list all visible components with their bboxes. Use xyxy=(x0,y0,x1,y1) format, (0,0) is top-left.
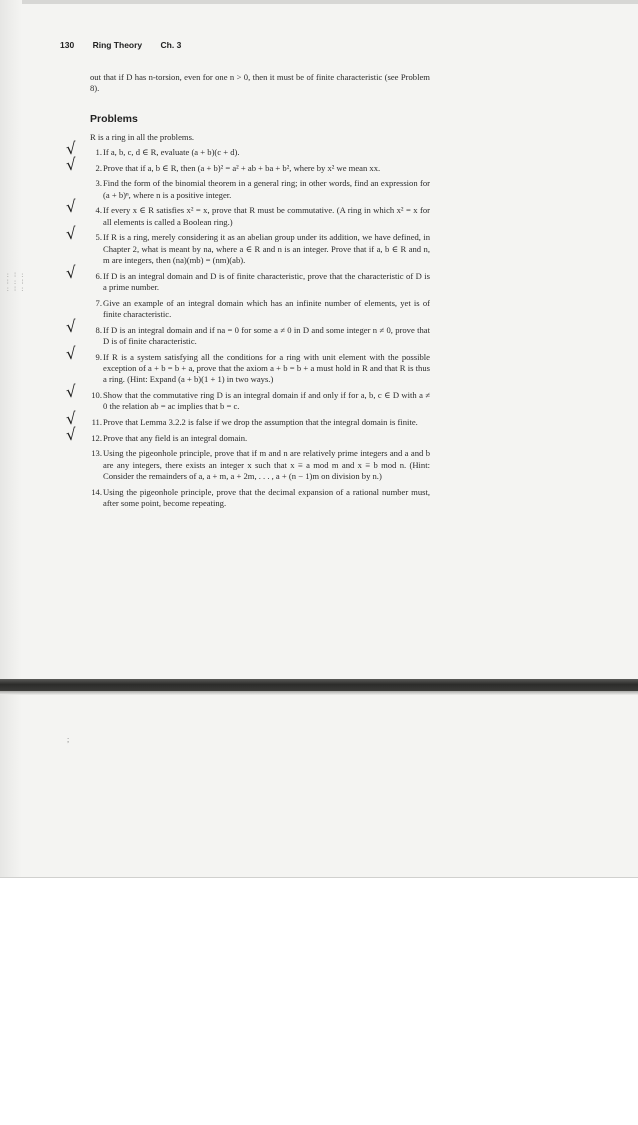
problem-text: If R is a ring, merely considering it as an abelian group under its addition, we have defined, in Chapter 2, what is meant by na, where a ∈ R and n is an integer. Prove that if a, b ∈ R and n, m are integers, then (na)(mb) = (nm)(ab). xyxy=(103,232,430,265)
problem-item xyxy=(90,178,430,200)
problem-number: 8. xyxy=(95,324,102,335)
problem-item xyxy=(65,316,430,347)
problem-list xyxy=(65,138,430,509)
problem-number: 6. xyxy=(95,270,102,281)
problem-item xyxy=(65,138,430,159)
problem-number: 4. xyxy=(95,205,102,216)
scanner-dark-band xyxy=(0,679,638,691)
problem-number: 3. xyxy=(95,178,102,189)
problem-text: Show that the commutative ring D is an integral domain if and only if for a, b, c ∈ D with a ≠ 0 the relation ab = ac implies that b = c. xyxy=(103,389,430,412)
problem-number: 1. xyxy=(95,146,102,157)
problem-text: Prove that any field is an integral domain. xyxy=(103,432,248,443)
problem-number: 14. xyxy=(91,486,102,497)
binding-edge xyxy=(0,0,22,877)
problem-item xyxy=(65,154,430,175)
problem-item xyxy=(65,223,430,266)
handwritten-check-icon: √ xyxy=(65,196,78,217)
problem-item xyxy=(65,262,430,293)
running-header xyxy=(60,40,197,54)
problem-number: 12. xyxy=(91,432,102,443)
handwritten-check-icon: √ xyxy=(65,316,78,337)
handwritten-check-icon: √ xyxy=(65,223,78,244)
handwritten-check-icon: √ xyxy=(65,343,78,364)
handwritten-check-icon: √ xyxy=(65,154,78,175)
problem-text: Using the pigeonhole principle, prove that if m and n are relatively prime integers and a and b are any integers, there exists an integer x such that x ≡ a mod m and x ≡ b mod n. (Hint: Consider the remainders of a, a + m, a + 2m, . . . , a + (n − 1)m on division by n.) xyxy=(103,448,430,481)
problem-text: Give an example of an integral domain which has an infinite number of elements, yet is of finite characteristic. xyxy=(103,297,430,319)
problem-item xyxy=(65,343,430,386)
problem-text: Prove that if a, b ∈ R, then (a + b)² = a² + ab + ba + b², where by x² we mean xx. xyxy=(103,162,381,173)
margin-marks: : ⁞ : ⁞ : ⁞ : ⁞ : xyxy=(6,272,25,293)
problem-number: 7. xyxy=(95,297,102,308)
handwritten-check-icon: √ xyxy=(65,262,78,283)
problem-text: Using the pigeonhole principle, prove that the decimal expansion of a rational number must, after some point, become repeating. xyxy=(103,486,430,508)
problem-number: 5. xyxy=(95,232,102,243)
scan-top-edge xyxy=(0,0,638,4)
problem-text: If a, b, c, d ∈ R, evaluate (a + b)(c + d). xyxy=(103,146,240,157)
handwritten-check-icon: √ xyxy=(65,381,78,402)
problem-item xyxy=(65,424,430,445)
problem-item xyxy=(90,448,430,482)
chapter-label: Ch. 3 xyxy=(160,40,182,50)
book-title: Ring Theory xyxy=(92,40,143,50)
problem-number: 9. xyxy=(95,351,102,362)
problem-item xyxy=(65,408,430,429)
problem-text: If R is a system satisfying all the conditions for a ring with unit element with the possible exception of a + b = b + a, prove that the axiom a + b = b + a must hold in R and that R is thus a ring. (Hint: Expand (a + b)(1 + 1) in two ways.) xyxy=(103,351,430,385)
handwritten-check-icon: √ xyxy=(65,424,78,445)
problem-text: Prove that Lemma 3.2.2 is false if we drop the assumption that the integral domain is finite. xyxy=(103,416,418,427)
handwritten-check-icon: √ xyxy=(65,138,78,159)
problems-heading: Problems xyxy=(90,113,138,126)
page-number: 130 xyxy=(60,40,75,50)
problem-number: 2. xyxy=(95,162,102,173)
problem-item xyxy=(65,381,430,412)
intro-paragraph: out that if D has n-torsion, even for one n > 0, then it must be of finite characteristic (see Problem 8). xyxy=(90,72,430,94)
problem-item xyxy=(65,196,430,227)
scanner-band-shadow xyxy=(0,691,638,695)
problem-text: Find the form of the binomial theorem in a general ring; in other words, find an expression for (a + b)ⁿ, where n is a positive integer. xyxy=(103,178,430,200)
problem-text: If every x ∈ R satisfies x² = x, prove that R must be commutative. (A ring in which x² = x for all elements is called a Boolean ring.) xyxy=(103,205,430,227)
page-body xyxy=(65,72,430,514)
problem-number: 11. xyxy=(91,416,102,427)
problem-item xyxy=(90,487,430,509)
problems-intro: R is a ring in all the problems. xyxy=(90,131,195,142)
problem-text: If D is an integral domain and if na = 0 for some a ≠ 0 in D and some integer n ≠ 0, prove that D is of finite characteristic. xyxy=(103,324,430,346)
problem-item xyxy=(90,298,430,320)
problem-text: If D is an integral domain and D is of finite characteristic, prove that the characteristic of D is a prime number. xyxy=(103,270,430,292)
handwritten-check-icon: √ xyxy=(65,408,78,429)
problem-number: 13. xyxy=(91,448,102,459)
problem-number: 10. xyxy=(91,389,102,400)
dust-speck: ; xyxy=(67,735,70,744)
